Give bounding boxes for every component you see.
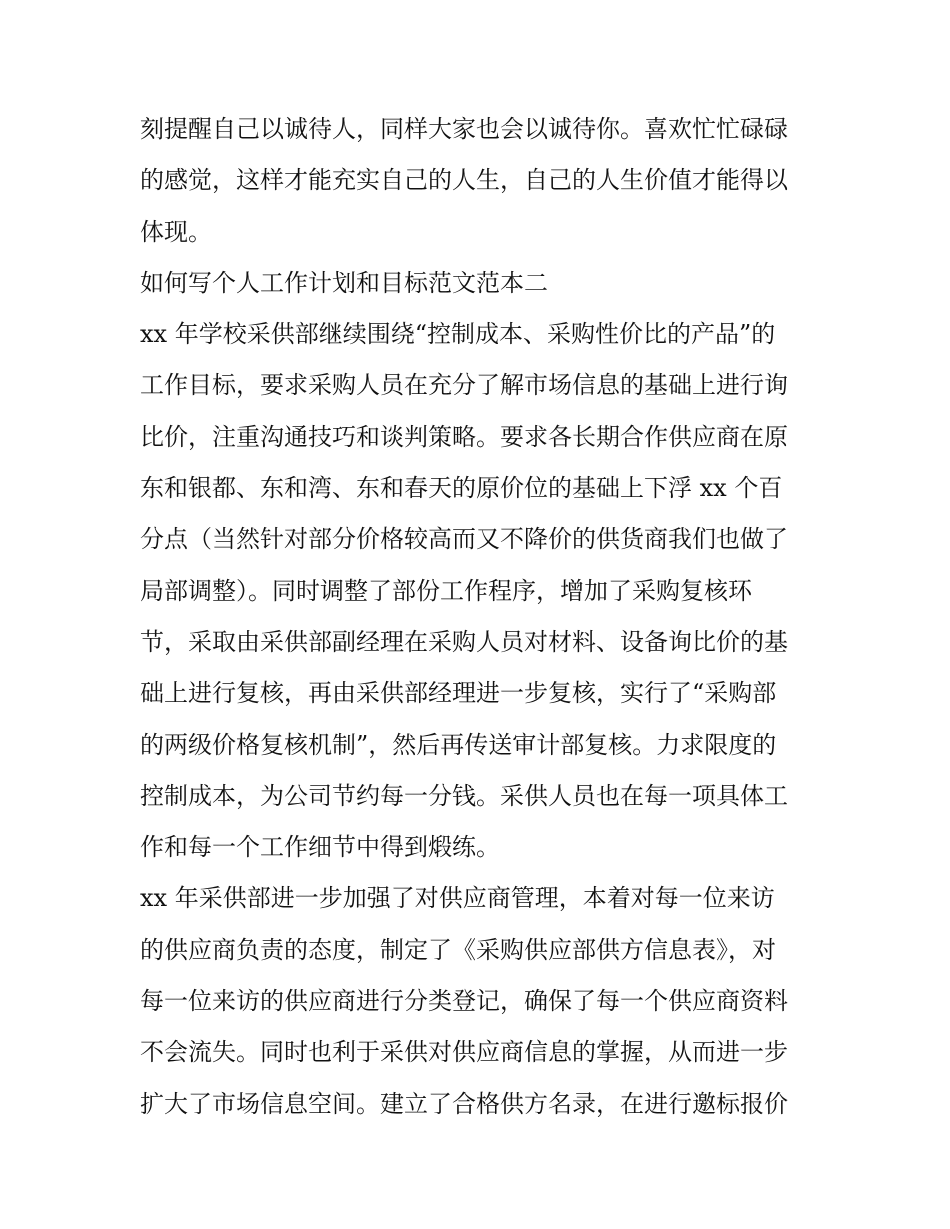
- text-line: xx 年学校采供部继续围绕“控制成本、采购性价比的产品”的: [140, 320, 776, 349]
- text-line: 局部调整）。同时调整了部份工作程序，增加了采购复核环: [140, 576, 752, 605]
- text-line: 的两级价格复核机制”，然后再传送审计部复核。力求限度的: [140, 730, 777, 759]
- text-line: 础上进行复核，再由采供部经理进一步复核，实行了“采购部: [140, 679, 777, 708]
- text-line: 作和每一个工作细节中得到煅练。: [140, 833, 500, 862]
- document-body: [140, 104, 820, 1130]
- text-line: 扩大了市场信息空间。建立了合格供方名录，在进行邀标报价: [140, 1089, 788, 1118]
- text-line: xx 年采供部进一步加强了对供应商管理，本着对每一位来访: [140, 884, 775, 913]
- text-line: 节，采取由采供部副经理在采购人员对材料、设备询比价的基: [140, 627, 788, 656]
- text-line: 刻提醒自己以诚待人，同样大家也会以诚待你。喜欢忙忙碌碌: [140, 115, 788, 143]
- text-line: 分点（当然针对部分价格较高而又不降价的供货商我们也做了: [140, 525, 788, 554]
- text-line: 工作目标，要求采购人员在充分了解市场信息的基础上进行询: [140, 371, 788, 400]
- text-line: 不会流失。同时也利于采供对供应商信息的掌握，从而进一步: [140, 1038, 788, 1067]
- section-heading: 如何写个人工作计划和目标范文范本二: [140, 268, 548, 297]
- text-line: 的感觉，这样才能充实自己的人生，自己的人生价值才能得以: [140, 166, 788, 195]
- text-line: 每一位来访的供应商进行分类登记，确保了每一个供应商资料: [140, 987, 788, 1016]
- text-line: 控制成本，为公司节约每一分钱。采供人员也在每一项具体工: [140, 781, 788, 810]
- text-line: 比价，注重沟通技巧和谈判策略。要求各长期合作供应商在原: [140, 422, 788, 451]
- text-line: 东和银都、东和湾、东和春天的原价位的基础上下浮 xx 个百: [140, 474, 783, 503]
- text-line: 的供应商负责的态度，制定了《采购供应部供方信息表》，对: [140, 935, 776, 964]
- text-line: 体现。: [140, 217, 212, 246]
